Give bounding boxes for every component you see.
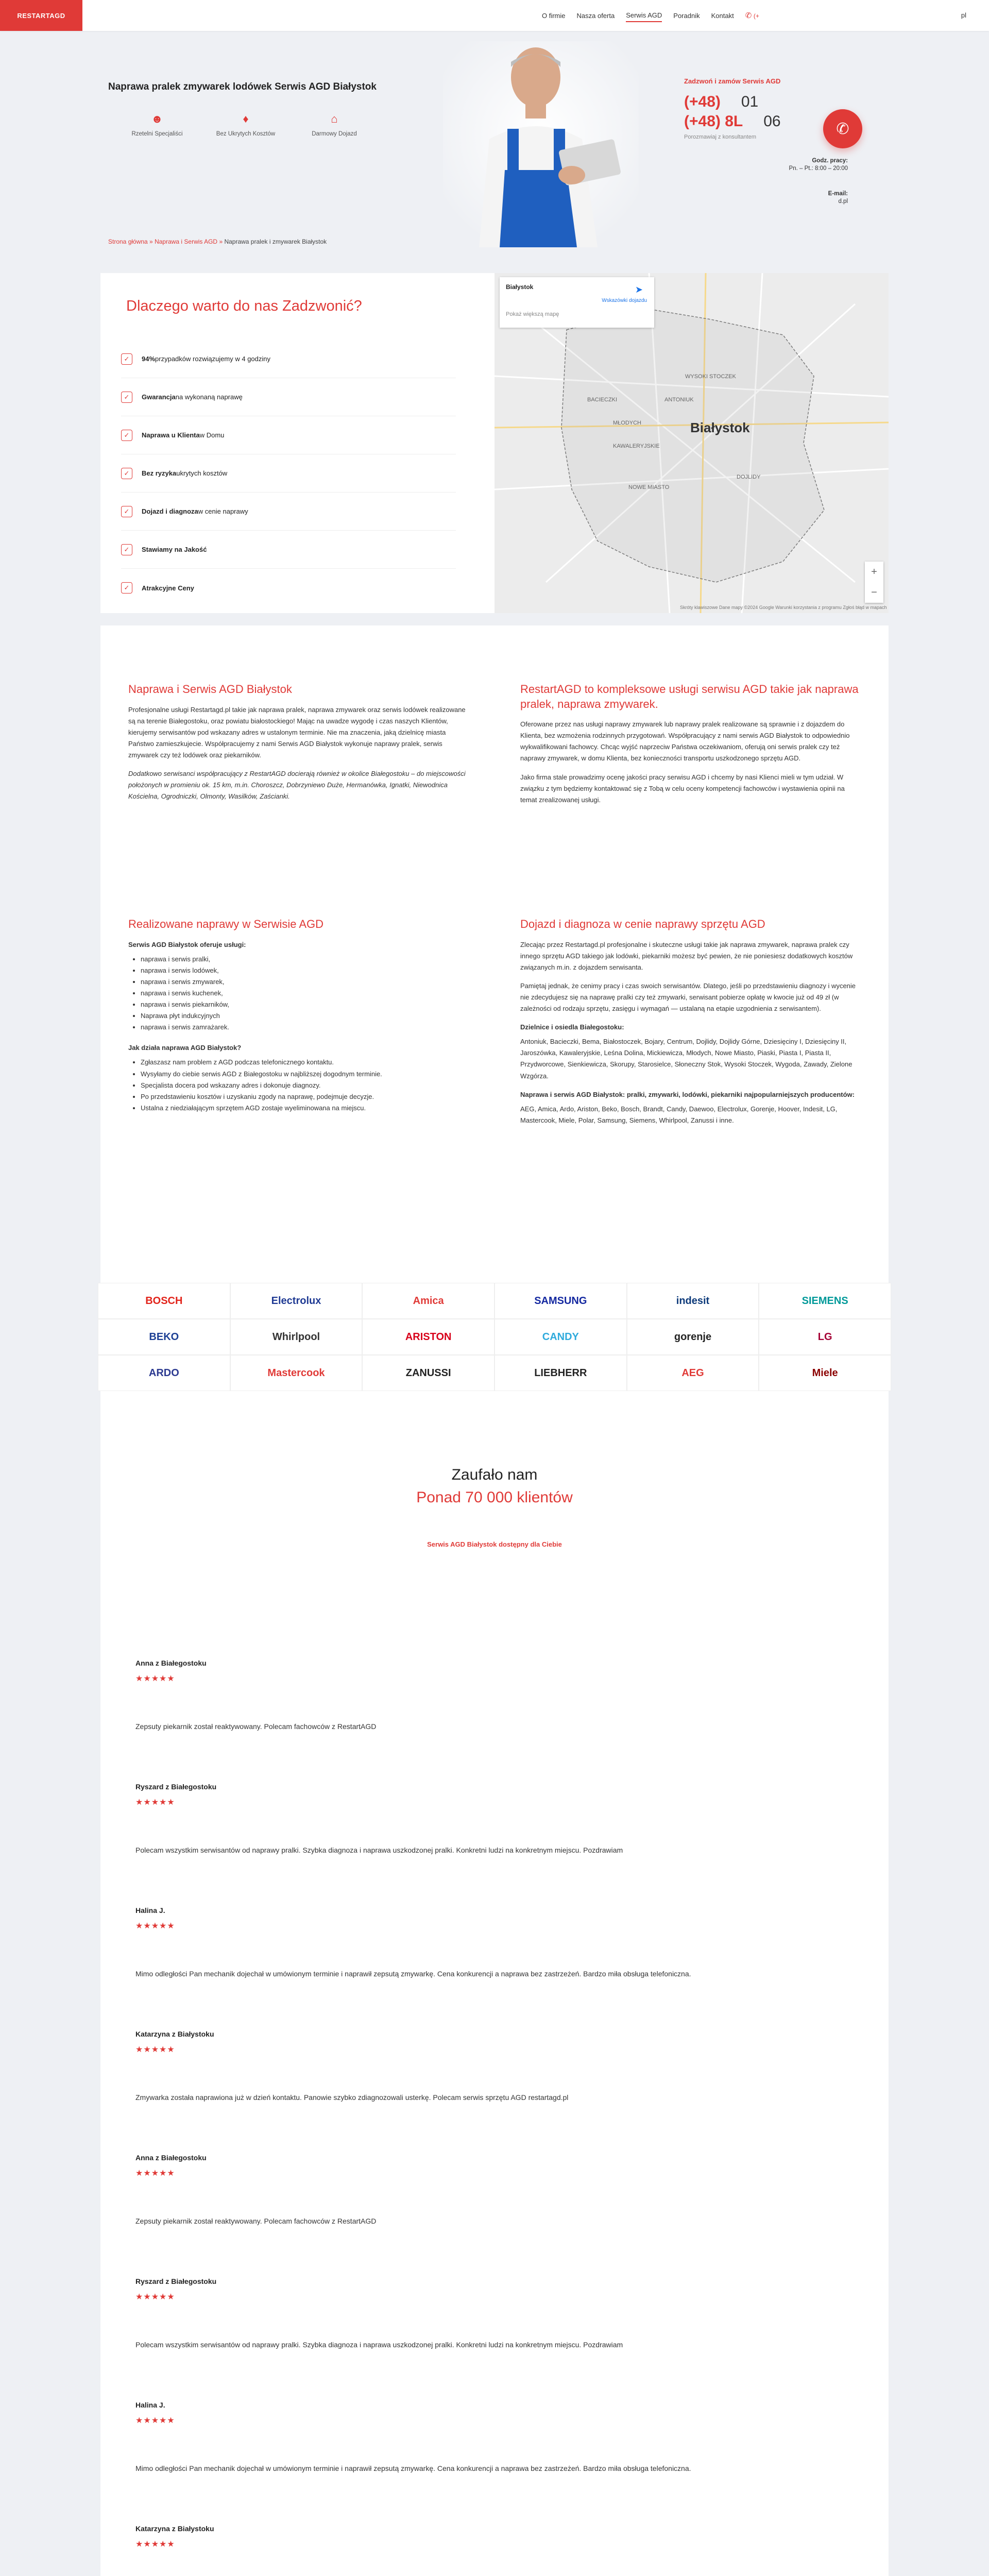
feature-free-arrival <box>296 112 373 137</box>
review-text: Zmywarka została naprawiona już w dzień kontaktu. Panowie szybko zdiagnozowali usterkę. Polecam serwis sprzętu AGD restartagd.pl <box>135 2093 569 2102</box>
brand-logo: Amica <box>362 1283 494 1319</box>
header-phone-link[interactable]: ✆ (+ <box>745 11 759 20</box>
review-item <box>135 2030 805 2103</box>
map-info-card <box>500 277 654 328</box>
google-map[interactable] <box>494 273 889 613</box>
nav-service[interactable]: Serwis AGD <box>626 9 662 22</box>
review-item <box>135 2401 805 2474</box>
check-icon: ✓ <box>121 430 132 441</box>
brand-logo: gorenje <box>627 1319 759 1355</box>
feature-label: Bez Ukrytych Kosztów <box>216 131 276 137</box>
section-heading: Naprawa i Serwis AGD Białystok <box>128 683 292 696</box>
phone-icon: ✆ <box>836 120 849 138</box>
rating-stars: ★★★★★ <box>135 2540 175 2549</box>
list-item: • naprawa i serwis zamrażarek. <box>141 1022 468 1033</box>
no-hidden-cost-icon: ♦ <box>243 112 249 125</box>
left-column <box>128 917 468 1119</box>
brand-logos-grid <box>98 1283 891 1391</box>
hours-value: Pn. – Pt.: 8:00 – 20:00 <box>789 165 848 172</box>
paragraph: Jako firma stale prowadzimy ocenę jakości pracy serwisu AGD i chcemy by nasi Klienci mieli w tym udział. W związku z tym będziemy kontaktować się z Tobą w celu oceny kompetencji fachowców i wystawienia opinii na temat zrealizowanej usługi. <box>520 773 845 804</box>
review-text: Mimo odległości Pan mechanik dojechał w umówionym terminie i naprawił zepsutą zmywarkę. Cena konkurencji a naprawa bez zastrzeżeń. Bardzo miła obsługa telefoniczna. <box>135 2464 691 2472</box>
zoom-out-icon[interactable]: − <box>871 586 877 598</box>
section-heading: RestartAGD to kompleksowe usługi serwisu AGD takie jak naprawa pralek, naprawa zmywarek. <box>520 683 859 710</box>
review-author: Ryszard z Białegostoku <box>135 1783 217 1791</box>
top-header <box>0 0 989 31</box>
email-link[interactable]: d.pl <box>838 198 848 205</box>
list-item: • naprawa i serwis kuchenek, <box>141 988 468 999</box>
map-district-label: KAWALERYJSKIE <box>613 443 660 449</box>
review-item <box>135 1659 805 1732</box>
review-author: Anna z Białegostoku <box>135 2154 207 2162</box>
working-hours <box>789 158 848 172</box>
free-arrival-icon: ⌂ <box>331 112 338 125</box>
map-district-label: MŁODYCH <box>613 420 642 426</box>
review-item <box>135 1906 805 1979</box>
paragraph: Profesjonalne usługi Restartagd.pl takie jak naprawa pralek, naprawa zmywarek oraz serwis lodówek realizowane są na terenie Białegostoku, oraz powiatu białostockiego! Mając na uwadze wygodę i czas naszych Klientów, kierujemy serwisantów pod wskazany adres w ustalonym terminie. Nie ma znaczenia, jaką dzielnicę miasta Państwo zamieszkujecie. Współpracujemy z nami Serwis AGD Białystok wykonuje naprawy pralek, serwis zmywarek czy też lodówek oraz piekarników. <box>128 705 466 759</box>
section-heading: Realizowane naprawy w Serwisie AGD <box>128 918 324 930</box>
rating-stars: ★★★★★ <box>135 2416 175 2425</box>
why-section <box>100 273 889 613</box>
nav-offer[interactable]: Nasza oferta <box>576 11 615 20</box>
list-item: • Zgłaszasz nam problem z AGD podczas telefonicznego kontaktu. <box>141 1057 468 1068</box>
check-icon: ✓ <box>121 353 132 365</box>
reviews-sub: Serwis AGD Białystok dostępny dla Ciebie <box>427 1540 562 1548</box>
benefit-item: ✓ Bez ryzyka ukrytych kosztów <box>121 454 456 493</box>
brands-title: Naprawa i serwis AGD Białystok: pralki, zmywarki, lodówki, piekarniki najpopularniejszych producentów: <box>520 1090 855 1098</box>
rating-stars: ★★★★★ <box>135 2045 175 2054</box>
rating-stars: ★★★★★ <box>135 1798 175 1807</box>
nav-guide[interactable]: Poradnik <box>673 11 700 20</box>
check-icon: ✓ <box>121 582 132 594</box>
rating-stars: ★★★★★ <box>135 2293 175 2301</box>
review-text: Mimo odległości Pan mechanik dojechał w umówionym terminie i naprawił zepsutą zmywarkę. Cena konkurencji a naprawa bez zastrzeżeń. Bardzo miła obsługa telefoniczna. <box>135 1970 691 1978</box>
benefits-list <box>121 340 456 607</box>
brand-logo: Electrolux <box>230 1283 363 1319</box>
map-zoom-controls <box>865 562 883 603</box>
why-title: Dlaczego warto do nas Zadzwonić? <box>126 298 362 314</box>
phone-number-2[interactable]: (+48) 8L 06 <box>684 112 781 130</box>
reviews-subtitle: Ponad 70 000 klientów <box>416 1489 573 1506</box>
brand-logo: ARDO <box>98 1355 230 1391</box>
phone-number-1[interactable]: (+48) 01 <box>684 93 759 110</box>
services-list <box>141 954 468 1033</box>
phone-subtitle: Porozmawiaj z konsultantem <box>684 134 757 140</box>
services-intro: Serwis AGD Białystok oferuje usługi: <box>128 940 246 948</box>
map-place-name: Białystok <box>506 283 534 291</box>
list-item: • naprawa i serwis lodówek, <box>141 965 468 976</box>
map-district-label: WYSOKI STOCZEK <box>685 374 736 380</box>
hero-section <box>98 31 891 252</box>
list-item: • Specjalista docera pod wskazany adres i dokonuje diagnozy. <box>141 1080 468 1091</box>
review-author: Anna z Białegostoku <box>135 1659 207 1667</box>
map-district-label: ANTONIUK <box>664 397 694 403</box>
specialist-icon: ☻ <box>151 112 163 125</box>
check-icon: ✓ <box>121 506 132 517</box>
map-district-label: DOJLIDY <box>737 474 761 480</box>
list-item: • Wysyłamy do ciebie serwis AGD z Białegostoku w najbliższej dogodnym terminie. <box>141 1069 468 1080</box>
phone-icon: ✆ <box>745 11 752 20</box>
paragraph: Pamiętaj jednak, że cenimy pracy i czas swoich serwisantów. Dlatego, jeśli po przedstawieniu diagnozy i wycenie nie zdecydujesz się na naprawę pralki czy też zmywarki, serwisant pobierze opłatę w kwocie już od 49 zł (w zależności od rodzaju sprzętu, zasięgu i wymagań — ustalaną na etapie uzgodnienia z serwisantem). <box>520 981 856 1013</box>
map-district-label: BACIECZKI <box>587 397 618 403</box>
rating-stars: ★★★★★ <box>135 1674 175 1683</box>
list-item: • Ustalna z niedziałającym sprzętem AGD zostaje wyeliminowana na miejscu. <box>141 1103 468 1114</box>
repairs-section <box>100 881 889 1283</box>
how-title: Jak działa naprawa AGD Białystok? <box>128 1044 242 1052</box>
logo[interactable]: RESTARTAGD <box>0 0 82 31</box>
review-author: Katarzyna z Białystoku <box>135 2030 214 2038</box>
feature-label: Rzetelni Specjaliści <box>131 131 183 137</box>
districts-title: Dzielnice i osiedla Białegostoku: <box>520 1023 624 1031</box>
map-footer: Skróty klawiszowe Dane mapy ©2024 Google Warunki korzystania z programu Zgłoś błąd w mapach <box>680 605 887 610</box>
map-city-label: Białystok <box>690 420 750 435</box>
districts-list: Antoniuk, Bacieczki, Bema, Białostoczek, Bojary, Centrum, Dojlidy, Dojlidy Górne, Dziesięciny I, Dziesięciny II, Jaroszówka, Kawaleryjskie, Leśna Dolina, Mickiewicza, Młodych, Nowe Miasto, Piaski, Piasta I, Piasta II, Przydworcowe, Sienkiewicza, Skorupy, Starosielce, Słoneczny Stok, Wysoki Stoczek, Wygoda, Zawady, Zielone Wzgórza. <box>520 1038 852 1080</box>
section-heading: Dojazd i diagnoza w cenie naprawy sprzętu AGD <box>520 918 765 930</box>
check-icon: ✓ <box>121 392 132 403</box>
email-info <box>828 191 848 205</box>
benefit-item: ✓ Naprawa u Klienta w Domu <box>121 416 456 454</box>
review-item <box>135 2524 805 2576</box>
service-info-section <box>100 613 889 881</box>
brand-logo: Whirlpool <box>230 1319 363 1355</box>
paragraph: Zlecając przez Restartagd.pl profesjonalne i skuteczne usługi takie jak naprawa zmywarek, naprawa pralek czy innego sprzętu AGD takiego jak lodówki, piekarniki możesz być pewien, że nie poniesiesz dodatkowych kosztów związanych m.in. z dojazdem serwisanta. <box>520 940 853 971</box>
brand-logo: ARISTON <box>362 1319 494 1355</box>
email-label: E-mail: <box>828 191 848 197</box>
list-item: • Po przedstawieniu kosztów i uzyskaniu zgody na naprawę, podejmuje decyzje. <box>141 1091 468 1103</box>
map-bigger-link[interactable]: Pokaż większą mapę <box>506 311 559 317</box>
hours-label: Godz. pracy: <box>812 158 848 164</box>
hero-contact <box>684 77 839 140</box>
feature-no-hidden-cost <box>207 112 284 137</box>
paragraph: Oferowane przez nas usługi naprawy zmywarek lub naprawy pralek realizowane są sprawnie i z dojazdem do Klienta, bez wzmożenia rodzinnych przygotowań. Współpracujący z nami serwis AGD Białystok to odpowiednio wykwalifikowani fachowcy. Chcąc wyjść naprzeciw Państwa oczekiwaniom, oferują oni serwis pralek czy też naprawy zmywarek, w domu Klienta, bez konieczności transportu uszkodzonego sprzętu AGD. <box>520 720 850 762</box>
breadcrumb-current: Naprawa pralek i zmywarek Białystok <box>224 238 327 245</box>
brand-logo: BOSCH <box>98 1283 230 1319</box>
review-text: Polecam wszystkim serwisantów od naprawy pralki. Szybka diagnoza i naprawa uszkodzonej pralki. Konkretni ludzi na konkretnym miejscu. Pozdrawiam <box>135 1846 623 1854</box>
left-column <box>128 682 468 809</box>
page-title: Naprawa pralek zmywarek lodówek Serwis AGD Białystok <box>108 81 377 92</box>
steps-list <box>141 1057 468 1113</box>
zoom-in-icon[interactable]: + <box>871 566 877 578</box>
brand-logo: CANDY <box>494 1319 627 1355</box>
technician-photo <box>443 41 639 247</box>
review-author: Halina J. <box>135 1906 165 1914</box>
list-item: • naprawa i serwis pralki, <box>141 954 468 965</box>
brand-logo: indesit <box>627 1283 759 1319</box>
benefit-item: ✓ Atrakcyjne Ceny <box>121 569 456 607</box>
breadcrumb-home[interactable]: Strona główna <box>108 238 148 245</box>
brand-logo: BEKO <box>98 1319 230 1355</box>
directions-label[interactable]: Wskazówki dojazdu <box>602 298 647 303</box>
main-nav <box>542 0 759 31</box>
brands-text: AEG, Amica, Ardo, Ariston, Beko, Bosch, Brandt, Candy, Daewoo, Electrolux, Gorenje, Hoover, Indesit, LG, Mastercook, Miele, Polar, Samsung, Siemens, Whirlpool, Zanussi i inne. <box>520 1105 838 1124</box>
nav-about[interactable]: O firmie <box>542 11 566 20</box>
call-button[interactable] <box>823 109 862 148</box>
brand-logo: SAMSUNG <box>494 1283 627 1319</box>
review-author: Katarzyna z Białystoku <box>135 2524 214 2533</box>
brand-logo: LIEBHERR <box>494 1355 627 1391</box>
breadcrumb-service[interactable]: Naprawa i Serwis AGD <box>155 238 218 245</box>
reviews-section <box>100 1391 889 2576</box>
feature-label: Darmowy Dojazd <box>312 131 357 137</box>
brand-logo: Mastercook <box>230 1355 363 1391</box>
language-switch[interactable]: pl <box>961 11 966 19</box>
breadcrumb: Strona główna » Naprawa i Serwis AGD » Naprawa pralek i zmywarek Białystok <box>108 238 327 245</box>
review-item <box>135 2277 805 2350</box>
paragraph: Dodatkowo serwisanci współpracujący z RestartAGD docierają również w okolice Białegostoku – do miejscowości położonych w promieniu ok. 15 km, m.in. Choroszcz, Dobrzyniewo Duże, Hermanówka, Ignatki, Niewodnica Kościelna, Ogrodniczki, Olmonty, Wasilków, Zaścianki. <box>128 770 466 801</box>
brand-logo: SIEMENS <box>759 1283 891 1319</box>
reviews-title: Zaufało nam <box>451 1466 538 1483</box>
benefit-item: ✓ 94% przypadków rozwiązujemy w 4 godziny <box>121 340 456 378</box>
benefit-item: ✓ Stawiamy na Jakość <box>121 531 456 569</box>
contact-title: Zadzwoń i zamów Serwis AGD <box>684 77 781 85</box>
feature-specialists <box>118 112 196 137</box>
benefit-item: ✓ Dojazd i diagnoza w cenie naprawy <box>121 493 456 531</box>
brand-logo: AEG <box>627 1355 759 1391</box>
review-text: Polecam wszystkim serwisantów od naprawy pralki. Szybka diagnoza i naprawa uszkodzonej pralki. Konkretni ludzi na konkretnym miejscu. Pozdrawiam <box>135 2341 623 2349</box>
rating-stars: ★★★★★ <box>135 1922 175 1930</box>
map-district-label: NOWE MIASTO <box>628 484 670 490</box>
right-column <box>520 917 860 1133</box>
list-item: • naprawa i serwis piekarników, <box>141 999 468 1010</box>
brand-logo: Miele <box>759 1355 891 1391</box>
brand-logo: ZANUSSI <box>362 1355 494 1391</box>
review-text: Zepsuty piekarnik został reaktywowany. Polecam fachowców z RestartAGD <box>135 1722 377 1731</box>
brand-logo: LG <box>759 1319 891 1355</box>
review-item <box>135 1783 805 1856</box>
list-item: • Naprawa płyt indukcyjnych <box>141 1010 468 1022</box>
check-icon: ✓ <box>121 544 132 555</box>
check-icon: ✓ <box>121 468 132 479</box>
rating-stars: ★★★★★ <box>135 2169 175 2178</box>
review-text: Zepsuty piekarnik został reaktywowany. Polecam fachowców z RestartAGD <box>135 2217 377 2225</box>
review-item <box>135 2154 805 2227</box>
list-item: • naprawa i serwis zmywarek, <box>141 976 468 988</box>
nav-contact[interactable]: Kontakt <box>711 11 734 20</box>
right-column <box>520 682 860 813</box>
review-author: Ryszard z Białegostoku <box>135 2277 217 2285</box>
review-author: Halina J. <box>135 2401 165 2409</box>
directions-icon[interactable]: ➤ <box>635 284 643 295</box>
benefit-item: ✓ Gwarancja na wykonaną naprawę <box>121 378 456 416</box>
